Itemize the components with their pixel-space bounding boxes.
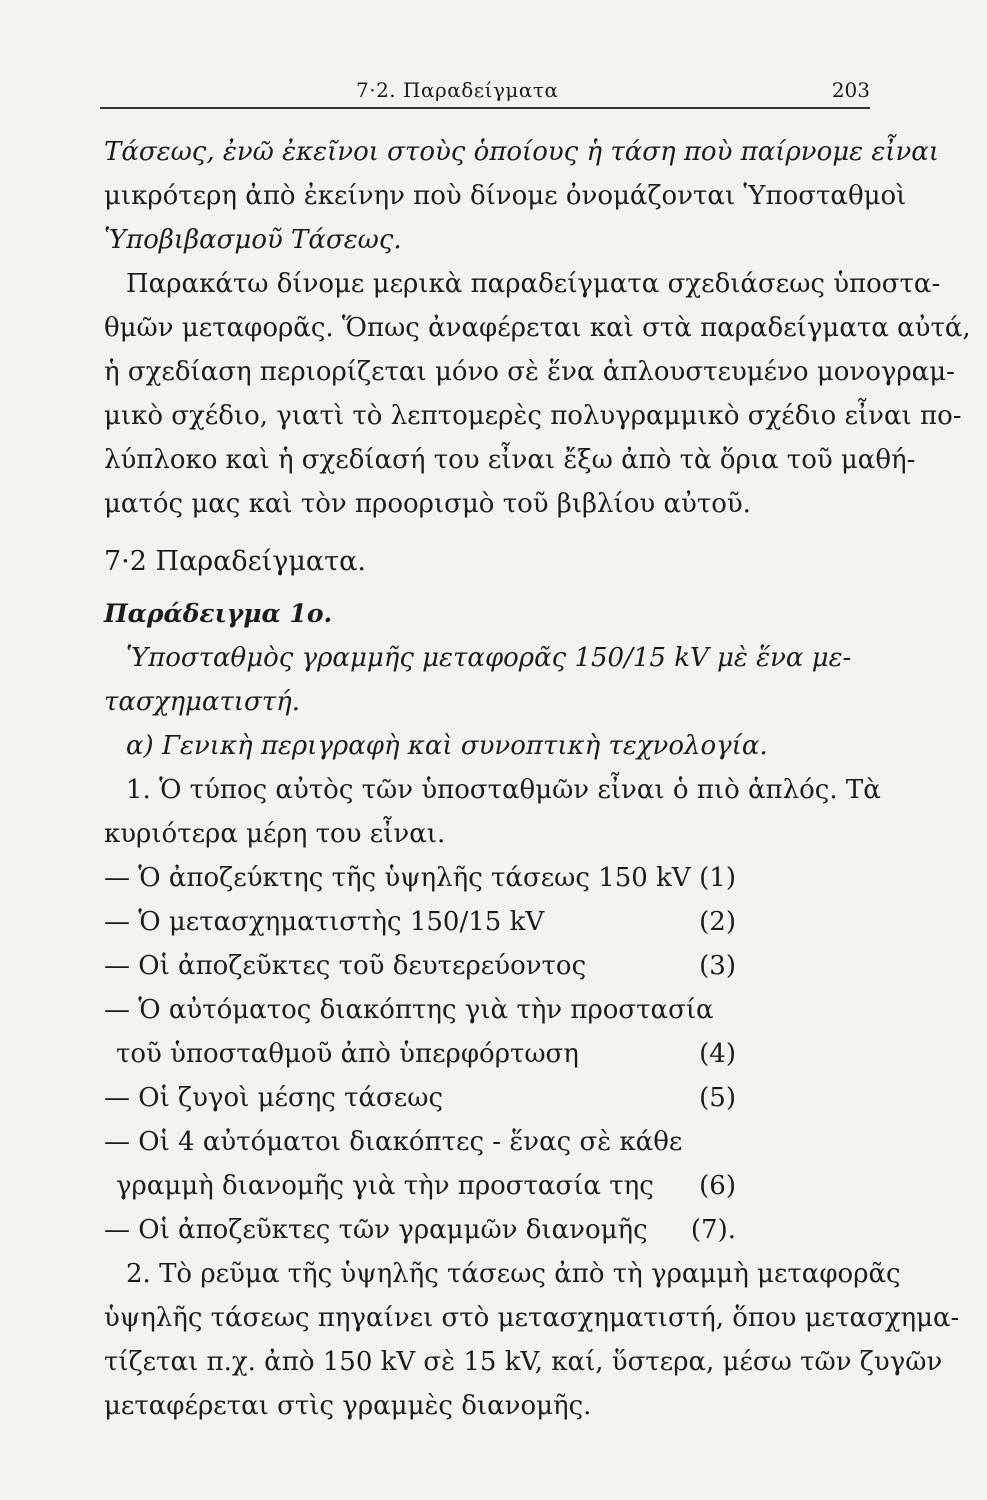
list-item-text: γραμμὴ διανομῆς γιὰ τὴν προστασία της: [116, 1171, 654, 1201]
para-line: λύπλοκο καὶ ἡ σχεδίασή του εἶναι ἔξω ἀπὸ τὰ ὅρια τοῦ μαθή-: [104, 445, 916, 475]
list-item-text: — Οἱ ζυγοὶ μέσης τάσεως: [104, 1083, 444, 1113]
page-body: [104, 130, 971, 1428]
intro-line: [104, 174, 907, 218]
list-item-number: (3): [699, 951, 736, 981]
page-number: 203: [831, 78, 870, 102]
section-heading: 7·2 Παραδείγματα.: [104, 546, 366, 577]
list-item: [104, 900, 874, 944]
item2-line: τίζεται π.χ. ἀπὸ 150 kV σὲ 15 kV, καί, ὕστερα, μέσω τῶν ζυγῶν: [104, 1347, 943, 1377]
item2-line: μεταφέρεται στὶς γραμμὲς διανομῆς.: [104, 1391, 592, 1421]
intro-line-text: μικρότερη ἀπὸ ἐκείνην ποὺ δίνομε ὀνομάζονται Ὑποσταθμοὶ: [104, 181, 907, 211]
para-line: Παρακάτω δίνομε μερικὰ παραδείγματα σχεδιάσεως ὑποστα-: [126, 269, 941, 299]
example-title-line: Ὑποσταθμὸς γραμμῆς μεταφορᾶς 150/15 kV μὲ ἕνα με-: [126, 643, 852, 673]
list-item: [104, 856, 874, 900]
item1-line: κυριότερα μέρη του εἶναι.: [104, 819, 446, 849]
list-item-text: — Οἱ ἀποζεῦκτες τοῦ δευτερεύοντος: [104, 951, 587, 981]
list-item-number: (6): [699, 1171, 736, 1201]
list-item-number: (7).: [690, 1215, 736, 1245]
list-item: [104, 988, 874, 1032]
example-title-line: τασχηματιστή.: [104, 687, 301, 717]
list-item: [104, 1208, 874, 1252]
para-line: θμῶν μεταφορᾶς. Ὅπως ἀναφέρεται καὶ στὰ παραδείγματα αὐτά,: [104, 313, 971, 343]
list-item-number: (5): [699, 1083, 736, 1113]
item1-line: 1. Ὁ τύπος αὐτὸς τῶν ὑποσταθμῶν εἶναι ὁ πιὸ ἁπλός. Τὰ: [126, 775, 881, 805]
para-line: ἡ σχεδίαση περιορίζεται μόνο σὲ ἕνα ἁπλουστευμένο μονογραμ-: [104, 357, 955, 387]
list-item-text: τοῦ ὑποσταθμοῦ ἀπὸ ὑπερφόρτωση: [116, 1039, 579, 1069]
list-item-number: (1): [699, 863, 736, 893]
running-header: [108, 78, 870, 108]
list-item-text: — Ὁ μετασχηματιστὴς 150/15 kV: [104, 907, 545, 937]
list-item: [104, 1032, 874, 1076]
list-item: [104, 1120, 874, 1164]
header-title: 7·2. Παραδείγματα: [356, 78, 559, 102]
intro-line: Ὑποβιβασμοῦ Τάσεως.: [104, 225, 402, 255]
list-item-text: — Ὁ ἀποζεύκτης τῆς ὑψηλῆς τάσεως 150 kV: [104, 863, 691, 893]
header-rule: [100, 107, 870, 109]
list-item: [104, 1076, 874, 1120]
para-line: ματός μας καὶ τὸν προορισμὸ τοῦ βιβλίου αὐτοῦ.: [104, 489, 751, 519]
list-item-number: (4): [699, 1039, 736, 1069]
list-item-text: — Ὁ αὐτόματος διακόπτης γιὰ τὴν προστασία: [104, 995, 714, 1025]
item2-line: ὑψηλῆς τάσεως πηγαίνει στὸ μετασχηματιστή, ὅπου μετασχημα-: [104, 1303, 960, 1333]
para-line: μικὸ σχέδιο, γιατὶ τὸ λεπτομερὲς πολυγραμμικὸ σχέδιο εἶναι πο-: [104, 401, 962, 431]
item2-line: 2. Τὸ ρεῦμα τῆς ὑψηλῆς τάσεως ἀπὸ τὴ γραμμὴ μεταφορᾶς: [126, 1259, 901, 1289]
list-item-number: (2): [699, 907, 736, 937]
list-item-text: — Οἱ 4 αὐτόματοι διακόπτες - ἕνας σὲ κάθε: [104, 1127, 683, 1157]
list-item: [104, 944, 874, 988]
subheading: α) Γενικὴ περιγραφὴ καὶ συνοπτικὴ τεχνολογία.: [126, 731, 768, 761]
list-item: [104, 1164, 874, 1208]
example-heading: Παράδειγμα 1ο.: [104, 599, 333, 628]
intro-line: Τάσεως, ἐνῶ ἐκεῖνοι στοὺς ὁποίους ἡ τάση ποὺ παίρνομε εἶναι: [104, 137, 940, 167]
list-item-text: — Οἱ ἀποζεῦκτες τῶν γραμμῶν διανομῆς: [104, 1215, 648, 1245]
